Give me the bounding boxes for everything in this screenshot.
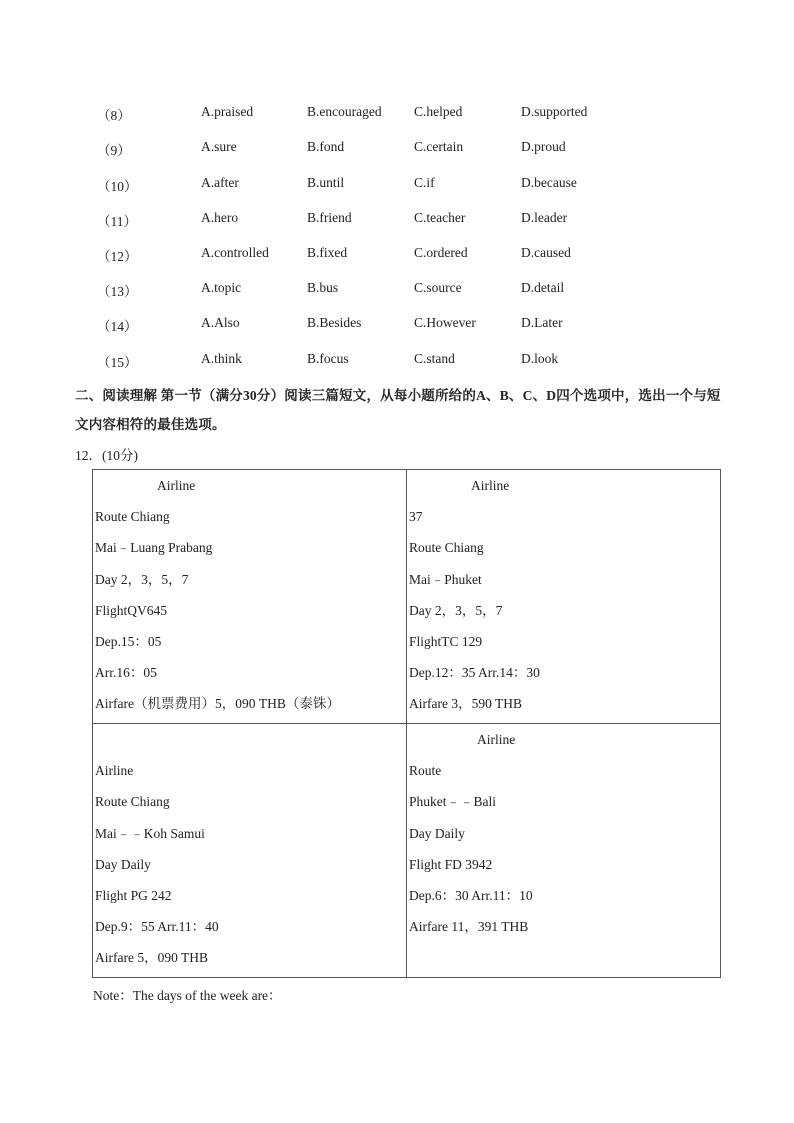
option-row	[0, 351, 794, 371]
cell-line: Day 2，3，5，7	[409, 602, 503, 618]
section-heading: 二、阅读理解 第一节（满分30分）阅读三篇短文，从每小题所给的A、B、C、D四个选项中，选出一个与短文内容相符的最佳选项。	[75, 388, 721, 432]
cell-line: Airfare 5，090 THB	[95, 950, 208, 966]
option-a: A.hero	[201, 210, 239, 225]
option-c: C.However	[414, 315, 476, 330]
cell-line: Dep.6：30 Arr.11：10	[409, 887, 533, 903]
option-row	[0, 104, 794, 124]
option-b: B.encouraged	[307, 104, 382, 119]
option-c: C.certain	[414, 139, 464, 154]
cell-line: Mai﹣Luang Prabang	[95, 540, 213, 556]
airline-cell-bottom-left	[93, 724, 407, 978]
cell-line: Mai﹣Phuket	[409, 571, 482, 587]
cell-line: Mai﹣﹣Koh Samui	[95, 825, 205, 841]
option-c: C.if	[414, 175, 435, 190]
option-b: B.fixed	[307, 245, 348, 260]
cell-line: Route	[409, 763, 442, 779]
cell-line: Day Daily	[95, 856, 151, 872]
cell-line: Arr.16：05	[95, 665, 157, 681]
option-d: D.Later	[521, 315, 563, 330]
option-row	[0, 210, 794, 230]
option-c: C.teacher	[414, 210, 466, 225]
question-number: （11）	[97, 214, 137, 229]
cell-line: Day 2，3，5，7	[95, 571, 189, 587]
option-b: B.fond	[307, 139, 345, 154]
option-b: B.until	[307, 175, 345, 190]
option-row	[0, 280, 794, 300]
cell-line: Phuket﹣﹣Bali	[409, 794, 496, 810]
option-d: D.supported	[521, 104, 588, 119]
option-row	[0, 139, 794, 159]
cell-line	[93, 724, 406, 755]
option-a: A.think	[201, 351, 242, 366]
option-a: A.topic	[201, 280, 242, 295]
cell-line: Dep.15：05	[95, 633, 162, 649]
airline-table	[92, 469, 721, 978]
cell-line: Day Daily	[409, 825, 465, 841]
cell-line: Dep.12：35 Arr.14：30	[409, 665, 540, 681]
option-row	[0, 245, 794, 265]
table-row	[93, 470, 721, 724]
cell-line: Airfare 3，590 THB	[409, 696, 522, 712]
airline-cell-bottom-right	[407, 724, 721, 978]
option-d: D.look	[521, 351, 559, 366]
cell-line: Flight PG 242	[95, 887, 172, 903]
cell-line: Route Chiang	[95, 794, 170, 810]
cell-line: FlightTC 129	[409, 633, 483, 649]
question-number: （12）	[97, 249, 138, 264]
cell-line: Airfare 11，391 THB	[409, 919, 529, 935]
cell-line: FlightQV645	[95, 602, 168, 618]
option-d: D.because	[521, 175, 577, 190]
cell-line: Flight FD 3942	[409, 856, 493, 872]
option-d: D.proud	[521, 139, 566, 154]
question-12-label: 12．(10分)	[75, 448, 138, 463]
option-a: A.Also	[201, 315, 240, 330]
question-number: （14）	[97, 319, 138, 334]
cell-line: Airfare（机票费用）5，090 THB（泰铢）	[95, 696, 340, 712]
option-c: C.stand	[414, 351, 455, 366]
option-c: C.source	[414, 280, 462, 295]
question-number: （9）	[97, 143, 131, 158]
cell-line: Route Chiang	[95, 509, 170, 525]
airline-cell-top-left	[93, 470, 407, 724]
option-a: A.controlled	[201, 245, 269, 260]
cell-line: Airline	[471, 478, 510, 493]
option-c: C.ordered	[414, 245, 468, 260]
option-row	[0, 315, 794, 335]
option-a: A.after	[201, 175, 239, 190]
option-d: D.detail	[521, 280, 565, 295]
option-row	[0, 175, 794, 195]
cell-line: Airline	[477, 732, 516, 747]
cell-line: Route Chiang	[409, 540, 484, 556]
option-d: D.caused	[521, 245, 571, 260]
option-b: B.friend	[307, 210, 352, 225]
option-b: B.focus	[307, 351, 349, 366]
option-b: B.Besides	[307, 315, 362, 330]
question-number: （10）	[97, 179, 138, 194]
option-a: A.sure	[201, 139, 237, 154]
option-a: A.praised	[201, 104, 254, 119]
airline-cell-top-right	[407, 470, 721, 724]
cell-line: Airline	[95, 763, 134, 779]
table-row	[93, 724, 721, 978]
option-d: D.leader	[521, 210, 568, 225]
cell-line: Dep.9：55 Arr.11：40	[95, 919, 219, 935]
question-number: （15）	[97, 355, 138, 370]
question-number: （8）	[97, 108, 131, 123]
option-c: C.helped	[414, 104, 463, 119]
note-text: Note：The days of the week are：	[93, 988, 282, 1003]
question-number: （13）	[97, 284, 138, 299]
option-b: B.bus	[307, 280, 339, 295]
cell-line: Airline	[157, 478, 196, 493]
cell-line: 37	[409, 509, 423, 525]
